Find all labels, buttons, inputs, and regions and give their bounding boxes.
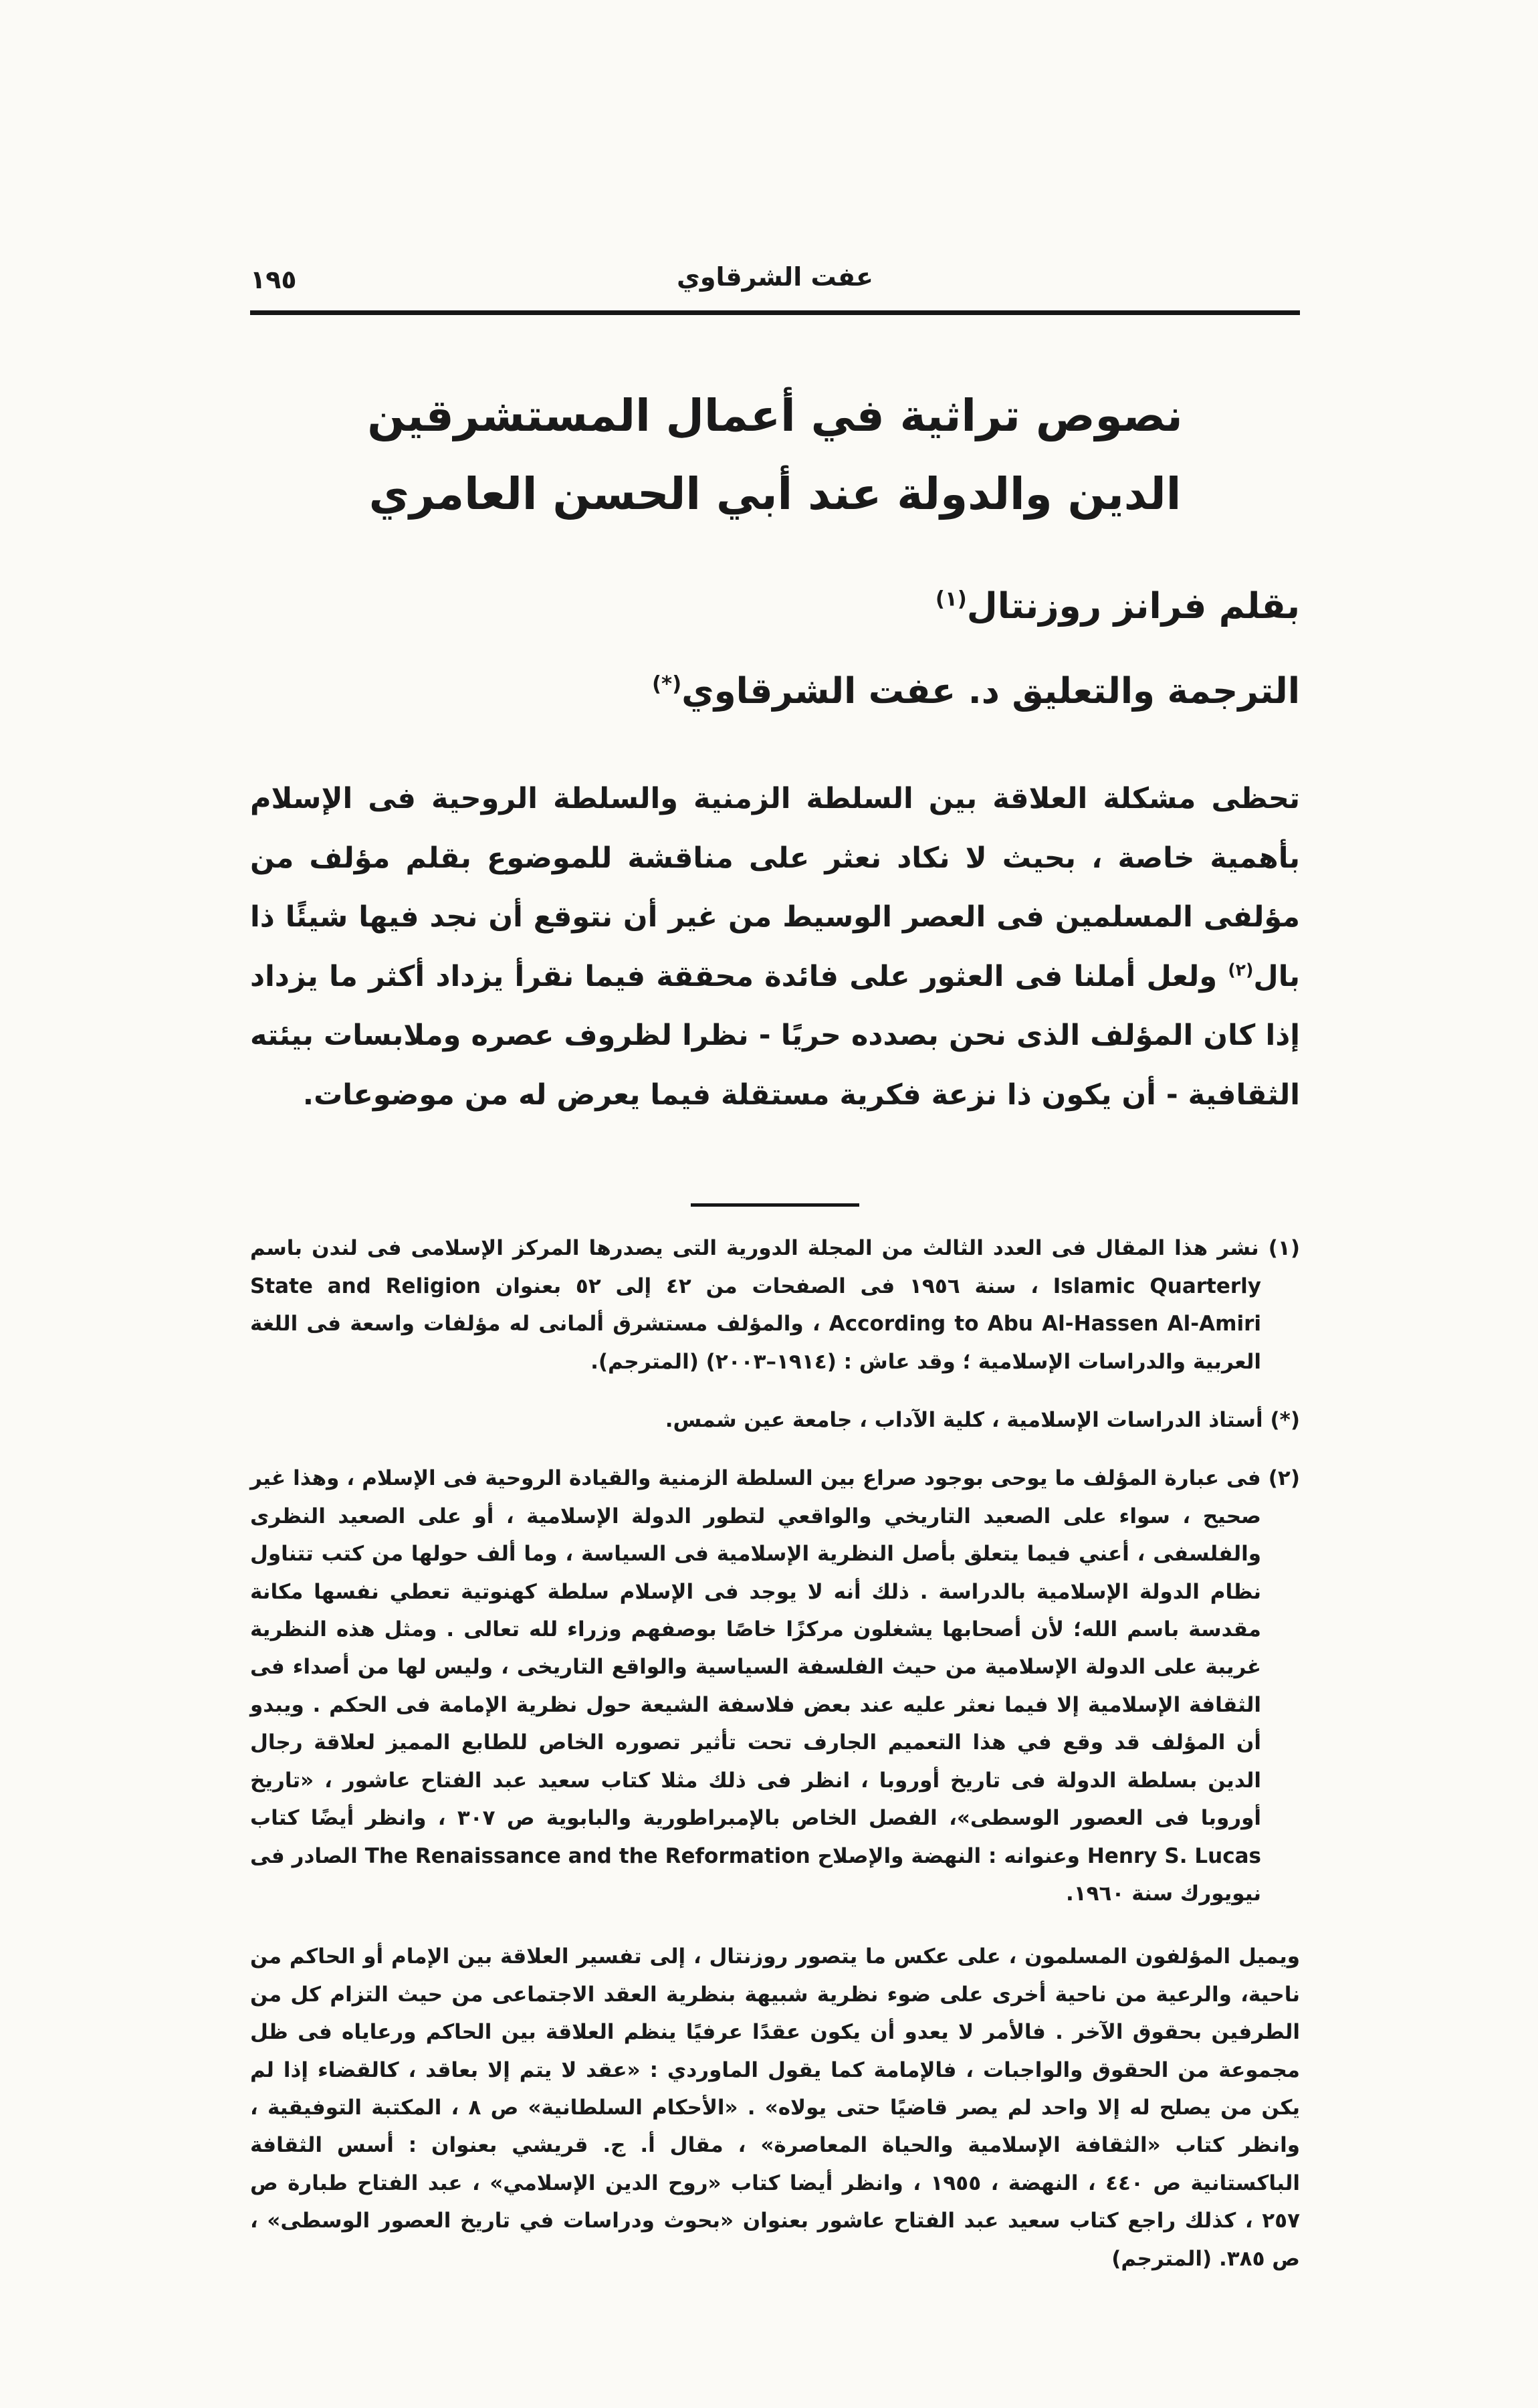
article-title-line1: نصوص تراثية في أعمال المستشرقين	[367, 390, 1183, 441]
article-title	[250, 377, 1300, 534]
footnotes-section	[250, 1229, 1300, 2278]
footnote-2	[250, 1460, 1300, 1912]
footnote-star-marker: (*)	[1270, 1408, 1300, 1433]
page-number: ١٩٥	[250, 265, 297, 294]
body-text-part1: تحظى مشكلة العلاقة بين السلطة الزمنية والسلطة الروحية فى الإسلام بأهمية خاصة ، بحيث لا نكاد نعثر على مناقشة للموضوع بقلم مؤلف من مؤلفى المسلمين فى العصر الوسيط من غير أن نتوقع أن نجد فيها شيئًا ذا بال	[250, 781, 1300, 993]
translator-text: الترجمة والتعليق د. عفت الشرقاوي	[681, 670, 1300, 712]
body-text-part2: ولعل أملنا فى العثور على فائدة محققة فيما نقرأ يزداد أكثر ما يزداد إذا كان المؤلف الذى نحن بصدده حريًا - نظرا لظروف عصره وملابسات بيئته الثقافية - أن يكون ذا نزعة فكرية مستقلة فيما يعرض له من موضوعات.	[250, 959, 1300, 1112]
footnote-1	[250, 1229, 1300, 1381]
byline-footnote-marker: (١)	[935, 587, 967, 611]
footnote-1-text: نشر هذا المقال فى العدد الثالث من المجلة الدورية التى يصدرها المركز الإسلامى فى لندن باسم Islamic Quarterly ، سنة ١٩٥٦ فى الصفحات من ٤٢ إلى ٥٢ بعنوان State and Religion According to Abu Al-Hassen Al-Amiri ، والمؤلف مستشرق ألمانى له مؤلفات واسعة فى اللغة العربية والدراسات الإسلامية ؛ وقد عاش : (١٩١٤–٢٠٠٣) (المترجم).	[250, 1236, 1269, 1374]
body-paragraph	[250, 769, 1300, 1124]
footnote-star	[250, 1401, 1300, 1439]
byline	[250, 586, 1300, 627]
running-header: عفت الشرقاوي	[677, 262, 873, 292]
footnote-2-text: فى عبارة المؤلف ما يوحى بوجود صراع بين السلطة الزمنية والقيادة الروحية فى الإسلام ، وهذا غير صحيح ، سواء على الصعيد التاريخي والواقعي لتطور الدولة الإسلامية ، أو على الصعيد النظرى والفلسفى ، أعني فيما يتعلق بأصل النظرية الإسلامية فى السياسة ، وما ألف حولها من كتب تتناول نظام الدولة الإسلامية بالدراسة . ذلك أنه لا يوجد فى الإسلام سلطة كهنوتية تعطي نفسها مكانة مقدسة باسم الله؛ لأن أصحابها يشغلون مركزًا خاصًا بوصفهم وزراء لله تعالى . ومثل هذه النظرية غريبة على الدولة الإسلامية من حيث الفلسفة السياسية والواقع التاريخى ، وليس لها من أصداء فى الثقافة الإسلامية إلا فيما نعثر عليه عند بعض فلاسفة الشيعة حول نظرية الإمامة فى الحكم . ويبدو أن المؤلف قد وقع في هذا التعميم الجارف تحت تأثير تصوره الخاص للطابع المميز لعلاقة رجال الدين بسلطة الدولة فى تاريخ أوروبا ، انظر فى ذلك مثلا كتاب سعيد عبد الفتاح عاشور ، «تاريخ أوروبا فى العصور الوسطى»، الفصل الخاص بالإمبراطورية والبابوية ص ٣٠٧ ، وانظر أيضًا كتاب Henry S. Lucas وعنوانه : النهضة والإصلاح The Renaissance and the Reformation الصادر فى نيويورك سنة ١٩٦٠.	[250, 1466, 1269, 1906]
footnote-star-text: أستاذ الدراسات الإسلامية ، كلية الآداب ، جامعة عين شمس.	[665, 1408, 1271, 1433]
page-header	[250, 262, 1300, 301]
byline-text: بقلم فرانز روزنتال	[966, 585, 1300, 627]
page-content	[250, 0, 1300, 2278]
footnote-1-marker: (١)	[1268, 1236, 1300, 1261]
header-rule	[250, 310, 1300, 315]
translator-line	[250, 671, 1300, 712]
footnote-translator-note	[250, 1938, 1300, 2278]
footnote-translator-note-text: ويميل المؤلفون المسلمون ، على عكس ما يتصور روزنتال ، إلى تفسير العلاقة بين الإمام أو الحاكم من ناحية، والرعية من ناحية أخرى على ضوء نظرية شبيهة بنظرية العقد الاجتماعى من حيث التزام كل من الطرفين بحقوق الآخر . فالأمر لا يعدو أن يكون عقدًا عرفيًا ينظم العلاقة بين الحاكم ورعاياه فى ظل مجموعة من الحقوق والواجبات ، فالإمامة كما يقول الماوردي : «عقد لا يتم إلا بعاقد ، كالقضاء إذا لم يكن من يصلح له إلا واحد لم يصر قاضيًا حتى يولاه» . «الأحكام السلطانية» ص ٨ ، المكتبة التوفيقية ، وانظر كتاب «الثقافة الإسلامية والحياة المعاصرة» ، مقال أ. ج. قريشي بعنوان : أسس الثقافة الباكستانية ص ٤٤٠ ، النهضة ، ١٩٥٥ ، وانظر أيضا كتاب «روح الدين الإسلامي» ، عبد الفتاح طبارة ص ٢٥٧ ، كذلك راجع كتاب سعيد عبد الفتاح عاشور بعنوان «بحوث ودراسات في تاريخ العصور الوسطى» ، ص ٣٨٥. (المترجم)	[250, 1944, 1300, 2271]
translator-footnote-marker: (*)	[651, 672, 682, 696]
footnote-2-marker: (٢)	[1268, 1466, 1300, 1491]
body-footnote-marker: (٢)	[1228, 960, 1254, 980]
article-title-line2: الدين والدولة عند أبي الحسن العامري	[368, 468, 1182, 520]
footnote-separator-rule	[691, 1203, 859, 1207]
